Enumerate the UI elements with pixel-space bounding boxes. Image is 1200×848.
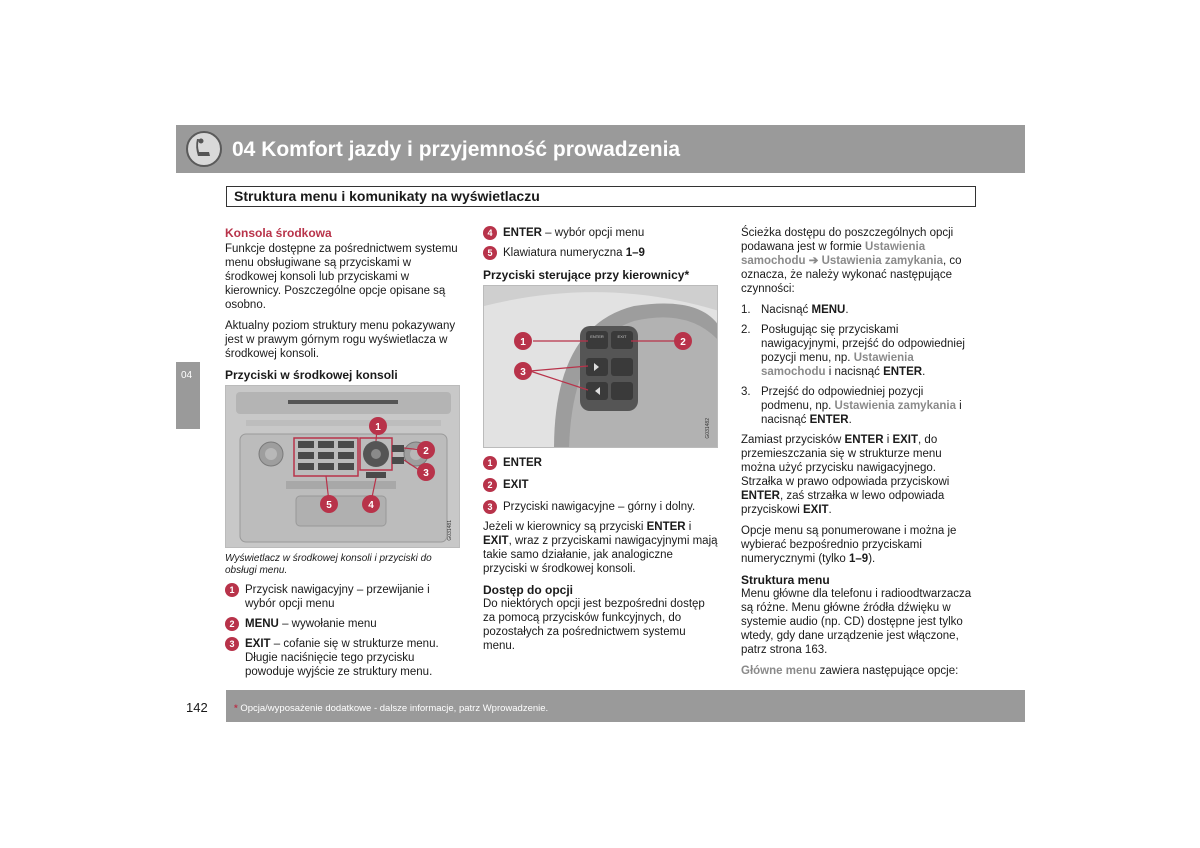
image-code: G031481 — [447, 520, 453, 541]
svg-text:3: 3 — [423, 468, 429, 479]
subheading-console-buttons: Przyciski w środkowej konsoli — [225, 368, 398, 382]
number-badge: 3 — [483, 500, 497, 514]
svg-text:2: 2 — [680, 337, 686, 348]
chapter-title: 04 Komfort jazdy i przyjemność prowadzenia — [232, 138, 681, 161]
list-item-bold: ENTER — [503, 227, 542, 239]
steering-wheel-image — [483, 285, 718, 448]
svg-text:1: 1 — [520, 337, 526, 348]
list-item-bold: EXIT — [503, 479, 529, 491]
chapter-side-tab — [176, 362, 200, 429]
number-badge: 1 — [483, 456, 497, 470]
list-item-bold: EXIT — [245, 638, 271, 650]
footer-note: * Opcja/wyposażenie dodatkowe - dalsze informacje, patrz Wprowadzenie. — [234, 703, 549, 714]
paragraph: Funkcje dostępne za pośrednictwem systemu menu obsługiwane są przyciskami w środkowej konsoli lub przyciskami w kierownicy. Poszczególne opcje opisane są osobno. — [225, 243, 458, 311]
image-code: G031482 — [705, 418, 711, 439]
list-item — [225, 637, 461, 679]
step-item: 1. Nacisnąć MENU. — [741, 304, 849, 316]
number-badge: 5 — [483, 246, 497, 260]
step-item: 3. Przejść do odpowiedniej pozycji podmenu, np. Ustawienia zamykania i nacisnąć ENTER. — [741, 386, 962, 426]
paragraph: Opcje menu są ponumerowane i można je wybierać bezpośrednio przyciskami numerycznymi (tylko 1–9). — [741, 525, 957, 565]
list-item — [483, 500, 719, 514]
number-badge: 4 — [483, 226, 497, 240]
subheading-option-access: Dostęp do opcji — [483, 583, 573, 597]
paragraph: Główne menu zawiera następujące opcje: — [741, 665, 959, 677]
svg-text:3: 3 — [520, 367, 526, 378]
list-item-text: Przyciski nawigacyjne – górny i dolny. — [503, 501, 696, 513]
svg-text:4: 4 — [368, 500, 374, 511]
number-badge: 3 — [225, 637, 239, 651]
center-console-illustration — [226, 386, 460, 548]
list-item-bold: MENU — [245, 618, 279, 630]
section-title: Struktura menu i komunikaty na wyświetlaczu — [234, 188, 540, 204]
list-item — [483, 226, 719, 240]
wheel-enter-label: ENTER — [590, 334, 604, 339]
column-left — [225, 226, 461, 685]
column-right — [741, 226, 977, 685]
list-item — [225, 583, 461, 611]
steering-wheel-illustration — [484, 286, 718, 448]
list-item-text: – wybór opcji menu — [541, 227, 645, 239]
svg-text:5: 5 — [326, 500, 332, 511]
list-item-text: – wywołanie menu — [278, 618, 377, 630]
paragraph: Menu główne dla telefonu i radioodtwarzacza są różne. Menu główne źródła dźwięku w systemie audio (np. CD) dostępne jest tylko wtedy, gdy dane urządzenie jest włączone, patrz strona 163. — [741, 588, 972, 656]
list-item — [483, 246, 719, 260]
list-item-text: Klawiatura numeryczna — [503, 247, 626, 259]
step-item: 2. Posługując się przyciskami nawigacyjnymi, przejść do odpowiedniej pozycji menu, np. Ustawienia samochodu i nacisnąć ENTER. — [741, 324, 965, 378]
list-item-bold: 1–9 — [625, 247, 645, 259]
list-item — [483, 456, 719, 470]
paragraph: Jeżeli w kierownicy są przyciski ENTER i EXIT, wraz z przyciskami nawigacyjnymi mają takie samo działanie, jak analogiczne przyciski w środkowej konsoli. — [483, 521, 718, 575]
list-item-text: Przycisk nawigacyjny – przewijanie i wybór opcji menu — [245, 584, 430, 610]
paragraph: Ścieżka dostępu do poszczególnych opcji podawana jest w formie Ustawienia samochodu ➔ Ustawienia zamykania, co oznacza, że należy wykonać następujące czynności: — [741, 227, 962, 295]
wheel-exit-label: EXIT — [617, 334, 627, 339]
number-badge: 2 — [225, 617, 239, 631]
footer-bar — [226, 690, 1025, 722]
section-title-box — [226, 186, 976, 207]
paragraph: Aktualny poziom struktury menu pokazywany jest w prawym górnym rogu wyświetlacza w środkowej konsoli. — [225, 320, 456, 360]
svg-text:1: 1 — [375, 422, 381, 433]
svg-text:2: 2 — [423, 446, 429, 457]
list-item-text: – cofanie się w strukturze menu. Długie naciśnięcie tego przycisku powoduje wyjście ze struktury menu. — [245, 638, 439, 678]
seat-icon — [186, 131, 222, 167]
column-middle — [483, 226, 719, 660]
number-badge: 1 — [225, 583, 239, 597]
image-caption: Wyświetlacz w środkowej konsoli i przyciski do obsługi menu. — [225, 553, 432, 576]
subheading-menu-structure: Struktura menu — [741, 573, 830, 587]
paragraph: Do niektórych opcji jest bezpośredni dostęp za pomocą przycisków funkcyjnych, do pozostałych za pośrednictwem systemu menu. — [483, 598, 705, 652]
list-item — [483, 478, 719, 492]
number-badge: 2 — [483, 478, 497, 492]
heading-center-console: Konsola środkowa — [225, 226, 332, 240]
page-number: 142 — [186, 700, 208, 715]
paragraph: Zamiast przycisków ENTER i EXIT, do przemieszczania się w strukturze menu można użyć przycisku nawigacyjnego. Strzałka w prawo odpowiada przyciskowi ENTER, zaś strzałka w lewo odpowiada przyciskowi EXIT. — [741, 434, 950, 516]
subheading-steering-wheel-buttons: Przyciski sterujące przy kierownicy* — [483, 268, 690, 282]
center-console-image — [225, 385, 460, 548]
list-item — [225, 617, 461, 631]
side-tab-label: 04 — [181, 370, 193, 381]
list-item-bold: ENTER — [503, 457, 542, 469]
